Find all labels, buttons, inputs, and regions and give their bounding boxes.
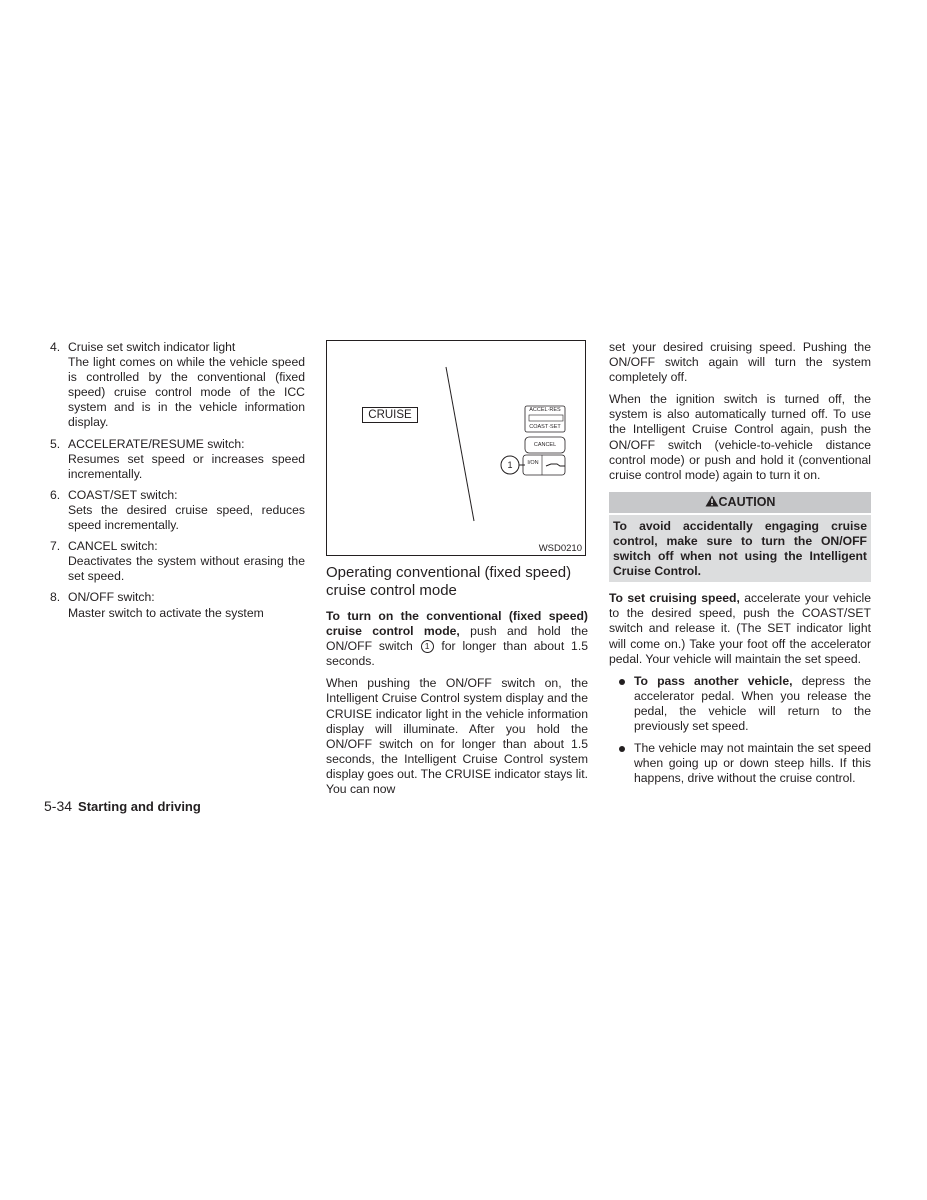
figure-lines	[327, 341, 587, 557]
rocker-slot	[529, 415, 563, 421]
item-description: Resumes set speed or increases speed incrementally.	[68, 451, 305, 481]
page-number: 5-34	[44, 798, 73, 814]
item-number: 4.	[50, 340, 61, 354]
cruise-indicator: CRUISE	[362, 407, 418, 423]
paragraph	[326, 609, 588, 669]
item-description: Master switch to activate the system	[68, 605, 264, 620]
paragraph: When the ignition switch is turned off, the system is also automatically turned off. To use the Intelligent Cruise Control again, push the ON/OFF switch (vehicle-to-vehicle distance control mode) or push and hold it (conventional cruise control mode) again to turn it on.	[609, 392, 871, 482]
caution-text: To avoid accidentally engaging cruise control, make sure to turn the ON/OFF switch off when not using the Intelligent Cruise Control.	[609, 515, 871, 582]
item-description: Deactivates the system without erasing the set speed.	[68, 554, 305, 584]
accel-res-label: ACCEL·RES	[529, 407, 561, 413]
item-title: ACCELERATE/RESUME switch:	[68, 436, 245, 451]
bold-lead: To turn on the conventional (fixed speed) cruise control mode,	[326, 609, 588, 639]
paragraph-text: accelerate your vehicle to the desired speed, push the COAST/SET switch and release it. (The SET indicator light will come on.) Take your foot off the accelerator pedal. Your vehicle will maintain the set speed.	[609, 591, 871, 666]
section-heading: Operating conventional (fixed speed) cruise control mode	[326, 564, 572, 599]
panel-edge-line	[446, 367, 474, 521]
bold-lead: To pass another vehicle,	[634, 673, 793, 688]
list-item	[50, 437, 305, 482]
middle-column	[326, 340, 588, 804]
callout-circle-inline: 1	[421, 640, 434, 653]
callout-number: 1	[507, 460, 513, 470]
list-item	[50, 590, 305, 620]
list-item	[50, 488, 305, 533]
left-column	[50, 340, 305, 627]
paragraph: When pushing the ON/OFF switch on, the Intelligent Cruise Control system display and the CRUISE indicator light in the vehicle information display will illuminate. After you hold the ON/OFF switch on for longer than about 1.5 seconds, the Intelligent Cruise Control system display goes out. The CRUISE indicator stays lit. You can now	[326, 676, 588, 797]
right-column	[609, 340, 871, 793]
bullet-icon	[619, 746, 625, 752]
bold-lead: To set cruising speed,	[609, 591, 740, 606]
item-number: 6.	[50, 487, 61, 502]
item-title: Cruise set switch indicator light	[68, 340, 236, 354]
list-item	[50, 340, 305, 431]
figure-code: WSD0210	[538, 543, 582, 554]
bullet-text: The vehicle may not maintain the set speed when going up or down steep hills. If this happens, drive without the cruise control.	[634, 741, 871, 786]
bullet-text: depress the accelerator pedal. When you release the pedal, the vehicle will return to the previously set speed.	[634, 673, 871, 733]
bullet-item	[609, 741, 871, 786]
item-number: 7.	[50, 539, 61, 554]
section-title: Starting and driving	[78, 799, 201, 814]
paragraph-text: for longer than about 1.5 seconds.	[326, 639, 588, 669]
caution-header	[609, 492, 871, 513]
warning-icon	[705, 495, 719, 507]
item-description: The light comes on while the vehicle speed is controlled by the conventional (fixed speed) cruise control mode of the ICC system and is in the vehicle information display.	[68, 355, 305, 430]
steering-switch-figure	[326, 340, 586, 556]
item-title: ON/OFF switch:	[68, 590, 155, 605]
item-number: 8.	[50, 590, 61, 605]
bullet-icon	[619, 679, 625, 685]
caution-title: CAUTION	[718, 494, 776, 509]
coast-set-label: COAST·SET	[529, 424, 561, 430]
bullet-item	[609, 674, 871, 734]
item-title: COAST/SET switch:	[68, 487, 178, 502]
item-description: Sets the desired cruise speed, reduces speed incrementally.	[68, 502, 305, 533]
paragraph: set your desired cruising speed. Pushing the ON/OFF switch again will turn the system completely off.	[609, 340, 871, 385]
paragraph-text: push and hold the ON/OFF switch	[326, 624, 588, 654]
paragraph	[609, 591, 871, 666]
item-number: 5.	[50, 436, 61, 451]
list-item	[50, 539, 305, 584]
cancel-label: CANCEL	[533, 442, 557, 448]
car-distance-icon	[546, 464, 565, 466]
on-off-label: I/ON	[527, 460, 539, 466]
page-footer	[44, 797, 201, 816]
item-title: CANCEL switch:	[68, 539, 158, 554]
